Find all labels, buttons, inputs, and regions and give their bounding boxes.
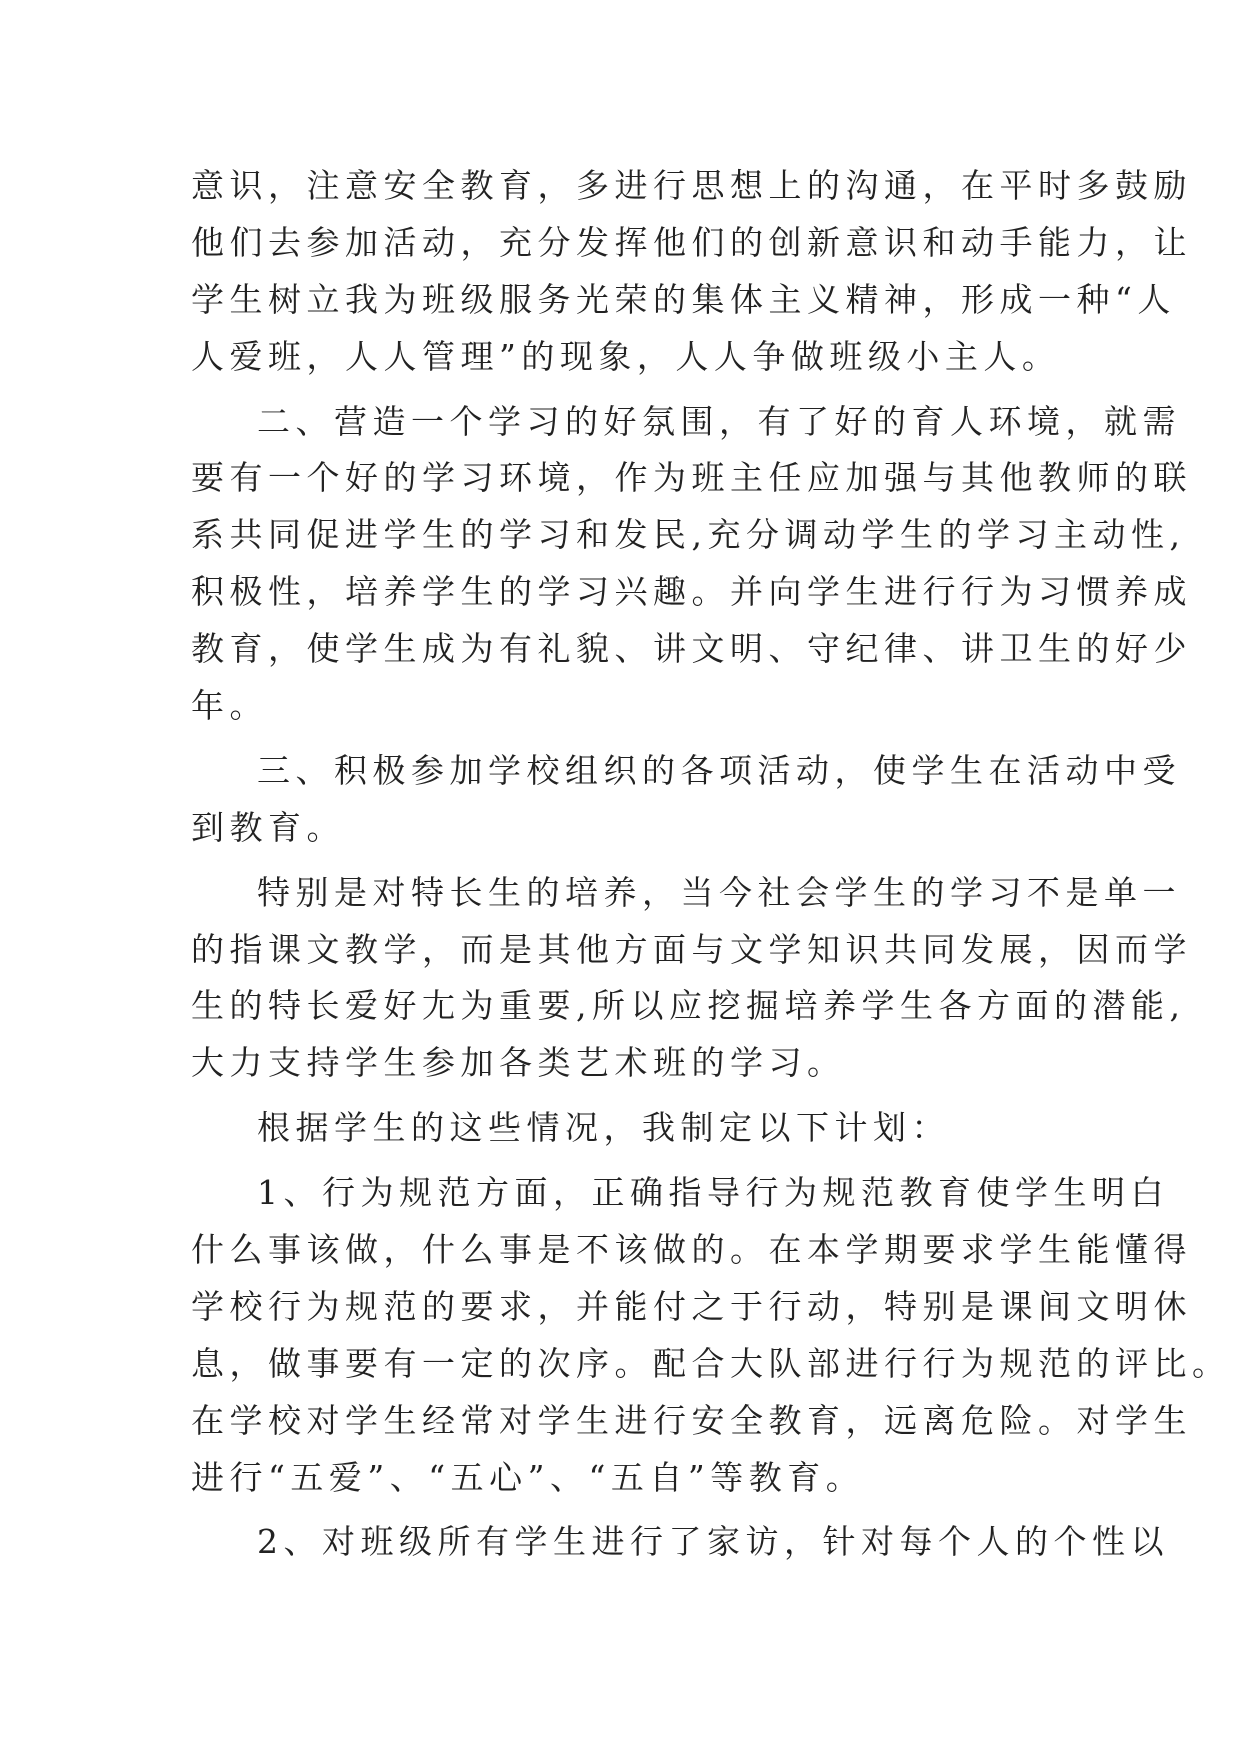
text-line: 意识，注意安全教育，多进行思想上的沟通，在平时多鼓励 xyxy=(191,166,1192,205)
paragraph-gap xyxy=(191,1092,1051,1100)
paragraph-gap xyxy=(191,735,1051,743)
paragraph xyxy=(191,158,1192,386)
text-line: 他们去参加活动，充分发挥他们的创新意识和动手能力，让 xyxy=(191,222,1192,262)
paragraph xyxy=(191,865,1192,1093)
paragraph-gap xyxy=(191,1157,1051,1165)
text-line: 什么事该做，什么事是不该做的。在本学期要求学生能懂得 xyxy=(191,1230,1192,1270)
paragraph-gap xyxy=(191,386,1051,394)
text-line: 教育，使学生成为有礼貌、讲文明、守纪律、讲卫生的好少 xyxy=(191,629,1192,669)
body-text xyxy=(191,158,1231,1571)
text-line: 特别是对特长生的培养，当今社会学生的学习不是单一 xyxy=(257,872,1181,912)
text-line: 到教育。 xyxy=(191,807,345,847)
text-line: 在学校对学生经常对学生进行安全教育，远离危险。对学生 xyxy=(191,1400,1192,1440)
text-line: 二、营造一个学习的好氛围，有了好的育人环境，就需 xyxy=(257,401,1181,441)
text-line: 积极性，培养学生的学习兴趣。并向学生进行行为习惯养成 xyxy=(191,572,1192,612)
paragraph xyxy=(191,394,1192,735)
paragraph xyxy=(191,1100,1051,1157)
text-line: 息，做事要有一定的次序。配合大队部进行行为规范的评比。 xyxy=(191,1343,1231,1383)
text-line: 年。 xyxy=(191,686,268,726)
text-line: 根据学生的这些情况，我制定以下计划： xyxy=(257,1108,950,1148)
paragraph-gap xyxy=(191,857,1051,865)
paragraph xyxy=(191,743,1181,857)
text-line: 大力支持学生参加各类艺术班的学习。 xyxy=(191,1043,846,1083)
text-line: 2、对班级所有学生进行了家访，针对每个人的个性以 xyxy=(257,1522,1169,1562)
paragraph xyxy=(191,1165,1231,1506)
text-line: 要有一个好的学习环境，作为班主任应加强与其他教师的联 xyxy=(191,458,1192,498)
text-line: 系共同促进学生的学习和发民,充分调动学生的学习主动性, xyxy=(191,515,1186,555)
paragraph xyxy=(191,1514,1169,1571)
text-line: 进行“五爱”、“五心”、“五自”等教育。 xyxy=(191,1457,865,1497)
text-line: 学校行为规范的要求，并能付之于行动，特别是课间文明休 xyxy=(191,1286,1192,1326)
text-line: 1、行为规范方面，正确指导行为规范教育使学生明白 xyxy=(257,1173,1169,1213)
paragraph-gap xyxy=(191,1506,1051,1514)
text-line: 学生树立我为班级服务光荣的集体主义精神，形成一种“人 xyxy=(191,279,1176,319)
text-line: 生的特长爱好尢为重要,所以应挖掘培养学生各方面的潜能, xyxy=(191,986,1186,1026)
text-line: 三、积极参加学校组织的各项活动，使学生在活动中受 xyxy=(257,750,1181,790)
text-line: 的指课文教学，而是其他方面与文学知识共同发展，因而学 xyxy=(191,929,1192,969)
text-line: 人爱班，人人管理”的现象，人人争做班级小主人。 xyxy=(191,336,1061,376)
